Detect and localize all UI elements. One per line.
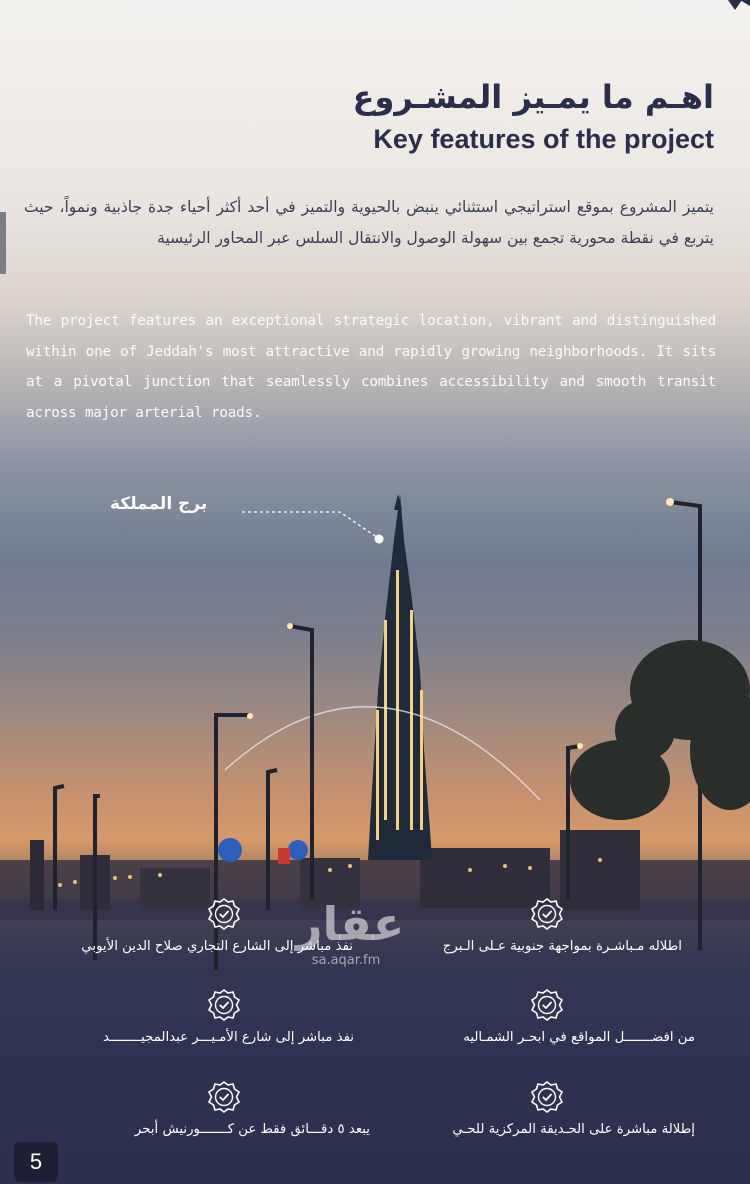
feature-item (375, 988, 715, 1058)
check-badge-icon (207, 988, 241, 1022)
check-badge-icon (207, 1080, 241, 1114)
feature-text: نفذ مباشر إلى الشارع التجاري صلاح الدين الأيوبي (81, 939, 353, 954)
feature-item (15, 988, 355, 1058)
feature-item (15, 1080, 370, 1150)
check-badge-icon (530, 1080, 564, 1114)
check-badge-icon (530, 897, 564, 931)
intro-paragraph-english: The project features an exceptional strategic location, vibrant and distinguished within one of Jeddah's most attractive and rapidly growing neighborhoods. It sits at a pivotal junction that seamlessly combines accessibility and smooth transit across major arterial roads. (26, 313, 716, 421)
side-marker (0, 212, 6, 274)
check-badge-icon (207, 897, 241, 931)
city-skyline-illustration (0, 430, 750, 1184)
page-title-english: Key features of the project (373, 124, 714, 154)
feature-text: يبعد ٥ دقـــائق فقط عن كـــــــورنيش أبحر (134, 1122, 370, 1137)
intro-paragraph-arabic: يتميز المشروع بموقع استراتيجي استثنائي ينبض بالحيوية والتميز في أحد أكثر أحياء جدة جاذبية ونمواً، حيث يتربع في نقطة محورية تجمع بين سهولة الوصول والانتقال السلس عبر المحاور الرئيسية (24, 198, 714, 247)
feature-text: اطلاله مـباشـرة بمواجهة جنوبية عـلى الـبرج (442, 939, 682, 954)
watermark-url: sa.aqar.fm (311, 953, 381, 968)
aqar-watermark (296, 895, 405, 975)
feature-text: إطلالة مباشرة على الحـديقة المركزية للحـي (452, 1122, 695, 1137)
check-badge-icon (530, 988, 564, 1022)
brand-logo (680, 0, 750, 22)
page-number: 5 (14, 1142, 58, 1182)
watermark-arabic: عقار (296, 897, 405, 951)
tower-label: برج المملكة (110, 494, 208, 514)
feature-item (375, 1080, 715, 1150)
feature-text: من افضـــــــل المواقع في ابحـر الشمـاليه (463, 1030, 695, 1045)
feature-text: نفذ مباشر إلى شارع الأمـيـــر عبدالمجيــــــــد (102, 1030, 354, 1045)
page-title-arabic: اهـم ما يمـيز المشـروع (352, 78, 714, 116)
feature-item (380, 897, 720, 967)
